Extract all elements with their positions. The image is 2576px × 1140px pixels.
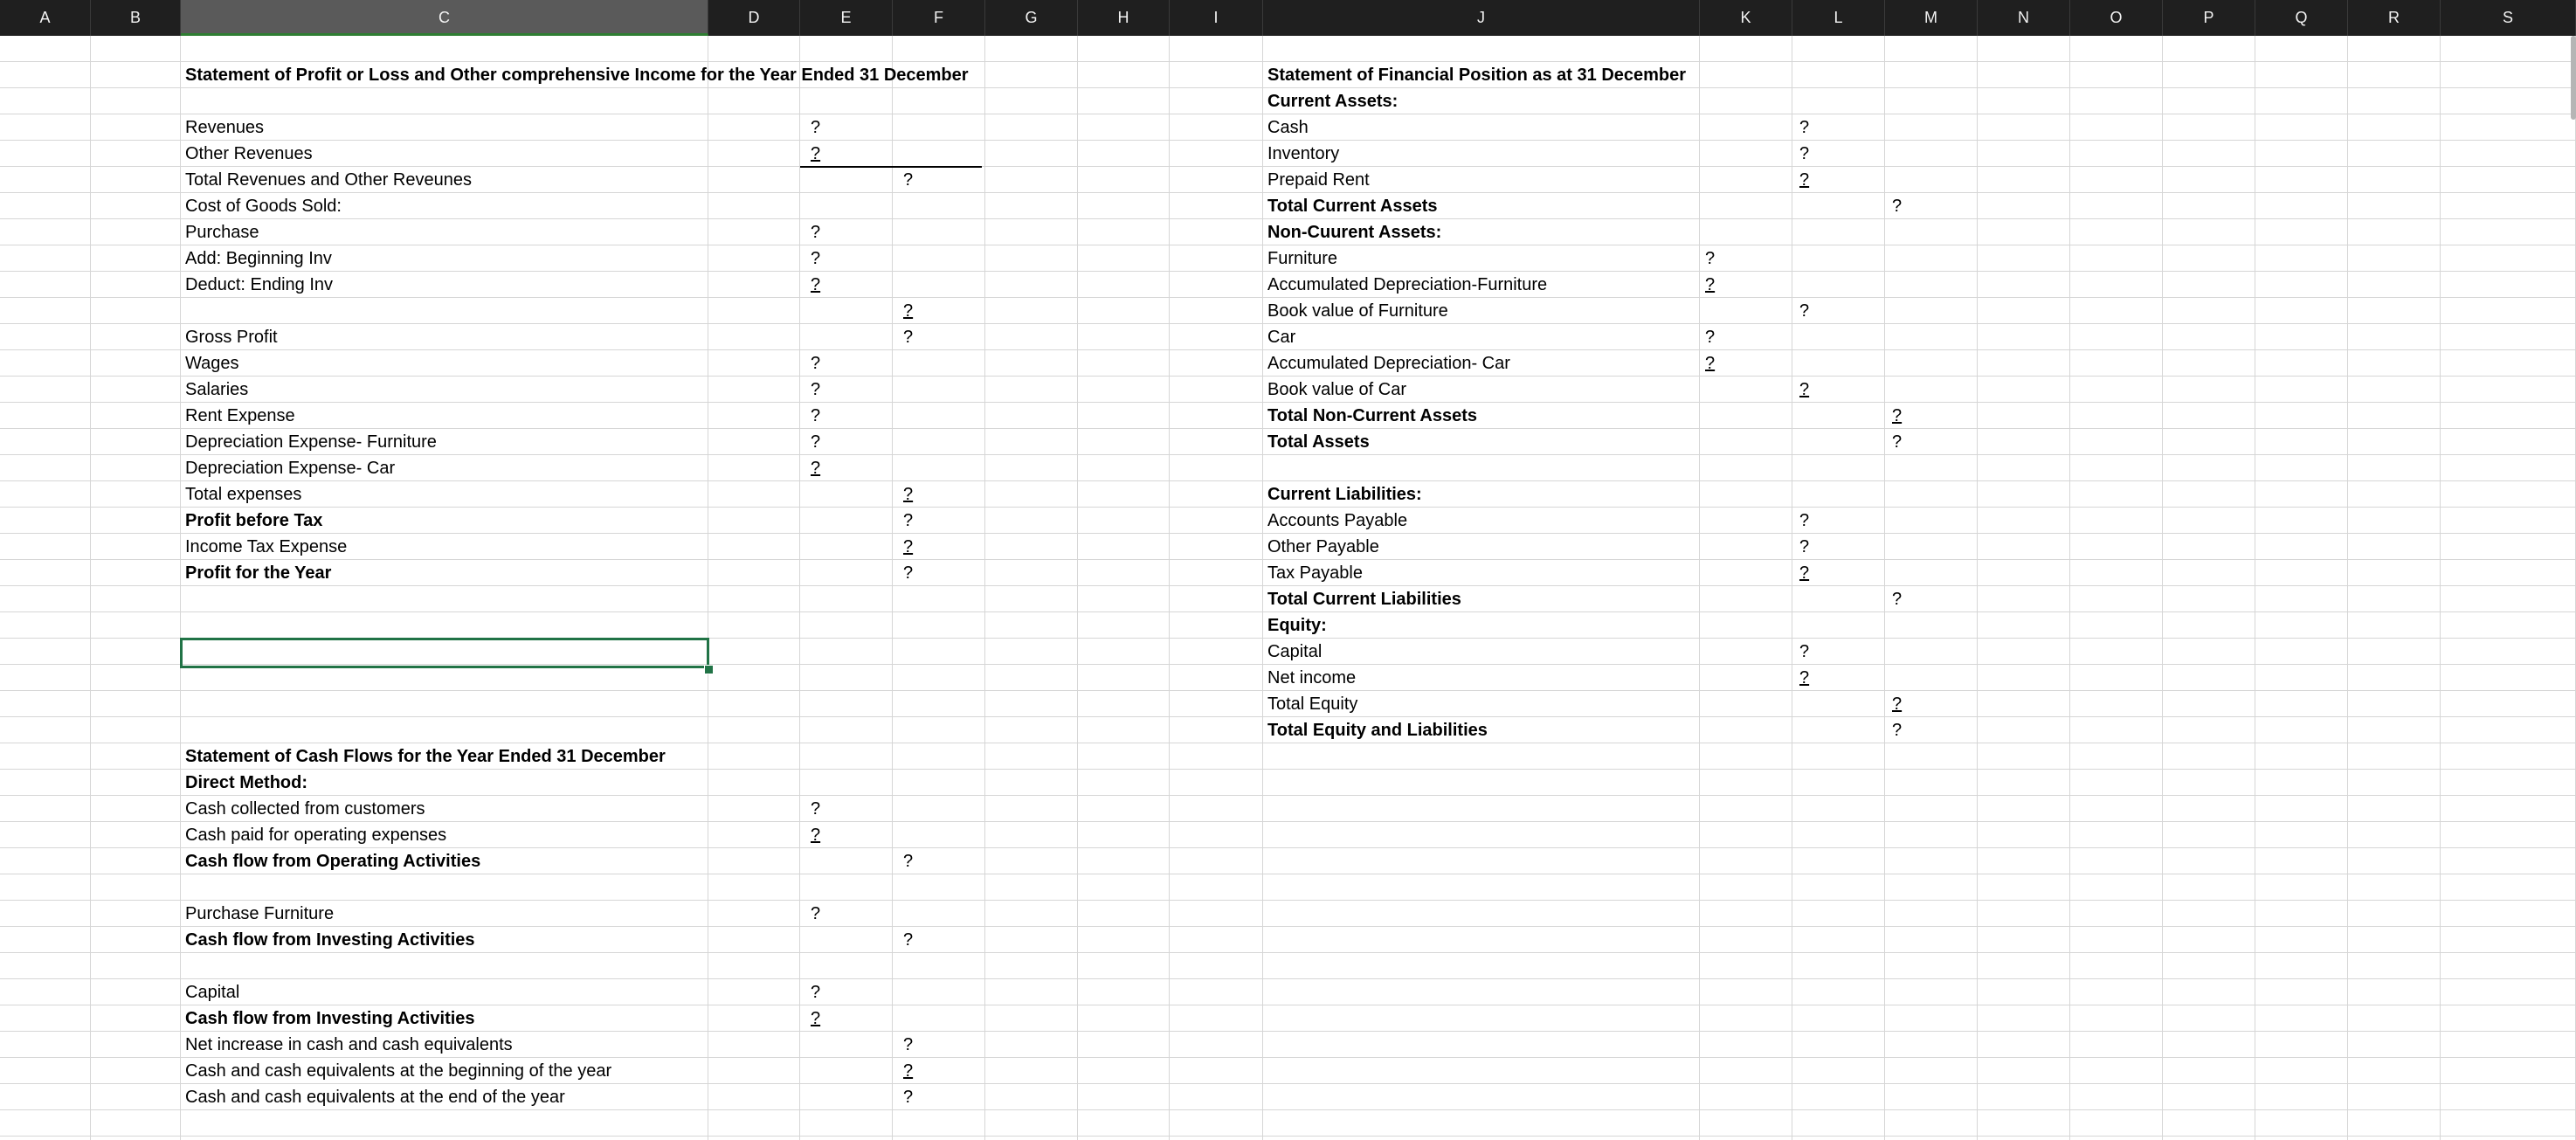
- cell-value-placeholder[interactable]: ?: [1799, 642, 1810, 661]
- column-header-c[interactable]: C: [181, 0, 708, 36]
- column-header-b[interactable]: B: [91, 0, 181, 36]
- cell-value-placeholder[interactable]: ?: [1892, 590, 1903, 609]
- column-header-m[interactable]: M: [1885, 0, 1978, 36]
- cell-value-placeholder[interactable]: ?: [811, 799, 821, 819]
- cell-value-placeholder[interactable]: ?: [903, 511, 914, 530]
- column-header-q[interactable]: Q: [2255, 0, 2348, 36]
- cell-label[interactable]: Current Assets:: [1267, 92, 1398, 111]
- cell-value-placeholder[interactable]: ?: [1799, 537, 1810, 556]
- fp-title[interactable]: Statement of Financial Position as at 31 December: [1267, 66, 1687, 85]
- cell-label[interactable]: Cash flow from Investing Activities: [185, 1009, 475, 1028]
- cell-value-placeholder[interactable]: ?: [811, 432, 821, 452]
- cell-label[interactable]: Rent Expense: [185, 406, 295, 425]
- cell-label[interactable]: Total Revenues and Other Reveunes: [185, 170, 472, 190]
- cell-label[interactable]: Cash and cash equivalents at the beginning of the year: [185, 1061, 612, 1081]
- cell-label[interactable]: Car: [1267, 328, 1296, 347]
- cell-value-placeholder[interactable]: ?: [1799, 118, 1810, 137]
- cell-label[interactable]: Total Equity: [1267, 694, 1358, 714]
- cell-label[interactable]: Revenues: [185, 118, 265, 137]
- cell-value-placeholder[interactable]: ?: [903, 301, 914, 321]
- cell-label[interactable]: Depreciation Expense- Car: [185, 459, 396, 478]
- cell-value-placeholder[interactable]: ?: [811, 904, 821, 923]
- grid-column-line: [2162, 36, 2163, 1140]
- column-header-n[interactable]: N: [1978, 0, 2070, 36]
- cell-value-placeholder[interactable]: ?: [1892, 406, 1903, 425]
- cell-value-placeholder[interactable]: ?: [811, 249, 821, 268]
- cell-label[interactable]: Inventory: [1267, 144, 1340, 163]
- grid-column-line: [180, 36, 181, 1140]
- cf-title[interactable]: Statement of Cash Flows for the Year Ended 31 December: [185, 747, 666, 766]
- cell-value-placeholder[interactable]: ?: [1892, 694, 1903, 714]
- column-header-o[interactable]: O: [2070, 0, 2163, 36]
- cell-value-placeholder[interactable]: ?: [811, 406, 821, 425]
- cell-value-placeholder[interactable]: ?: [903, 1061, 914, 1081]
- cell-value-placeholder[interactable]: ?: [811, 826, 821, 845]
- cell-value-placeholder[interactable]: ?: [1892, 721, 1903, 740]
- cell-value-placeholder[interactable]: ?: [811, 223, 821, 242]
- vertical-scrollbar-thumb[interactable]: [2571, 36, 2576, 120]
- cell-label[interactable]: Depreciation Expense- Furniture: [185, 432, 437, 452]
- cell-label[interactable]: Direct Method:: [185, 773, 307, 792]
- cell-label[interactable]: Income Tax Expense: [185, 537, 348, 556]
- cell-label[interactable]: Other Revenues: [185, 144, 313, 163]
- grid-column-line: [892, 36, 893, 1140]
- column-header-a[interactable]: A: [0, 0, 91, 36]
- grid-column-line: [90, 36, 91, 1140]
- cell-label[interactable]: Add: Beginning Inv: [185, 249, 332, 268]
- grid-column-line: [1262, 36, 1263, 1140]
- grid-column-line: [1699, 36, 1700, 1140]
- cell-label[interactable]: Cash: [1267, 118, 1309, 137]
- cell-value-placeholder[interactable]: ?: [811, 983, 821, 1002]
- cell-label[interactable]: Current Liabilities:: [1267, 485, 1422, 504]
- cell-value-placeholder[interactable]: ?: [903, 852, 914, 871]
- cell-label[interactable]: Tax Payable: [1267, 563, 1363, 583]
- grid-row-line: [0, 1136, 2576, 1137]
- grid-column-line: [2069, 36, 2070, 1140]
- cell-label[interactable]: Capital: [185, 983, 240, 1002]
- grid-column-line: [1884, 36, 1885, 1140]
- cell-value-placeholder[interactable]: ?: [1799, 511, 1810, 530]
- cell-label[interactable]: Book value of Furniture: [1267, 301, 1448, 321]
- cell-value-placeholder[interactable]: ?: [903, 537, 914, 556]
- cell-value-placeholder[interactable]: ?: [1705, 249, 1716, 268]
- selected-cell-c24[interactable]: [180, 638, 709, 668]
- column-header-s[interactable]: S: [2441, 0, 2576, 36]
- cell-value-placeholder[interactable]: ?: [1799, 668, 1810, 687]
- grid-row-line: [0, 978, 2576, 979]
- cell-value-placeholder[interactable]: ?: [903, 563, 914, 583]
- grid-row-line: [0, 900, 2576, 901]
- cell-label[interactable]: Salaries: [185, 380, 249, 399]
- cell-value-placeholder[interactable]: ?: [811, 1009, 821, 1028]
- cell-value-placeholder[interactable]: ?: [811, 144, 821, 163]
- spreadsheet-grid[interactable]: [0, 36, 2576, 1140]
- grid-column-line: [1977, 36, 1978, 1140]
- cell-label[interactable]: Profit for the Year: [185, 563, 332, 583]
- grid-column-line: [2347, 36, 2348, 1140]
- cell-label[interactable]: Cash and cash equivalents at the end of the year: [185, 1088, 565, 1107]
- grid-column-line: [799, 36, 800, 1140]
- cell-value-placeholder[interactable]: ?: [811, 380, 821, 399]
- cell-label[interactable]: Wages: [185, 354, 239, 373]
- cell-label[interactable]: Total expenses: [185, 485, 302, 504]
- cell-value-placeholder[interactable]: ?: [1799, 170, 1810, 190]
- cell-label[interactable]: Purchase Furniture: [185, 904, 335, 923]
- cell-value-placeholder[interactable]: ?: [903, 170, 914, 190]
- cell-value-placeholder[interactable]: ?: [903, 1088, 914, 1107]
- grid-column-line: [2440, 36, 2441, 1140]
- cell-label[interactable]: Total Assets: [1267, 432, 1370, 452]
- cell-label[interactable]: Cash paid for operating expenses: [185, 826, 447, 845]
- column-header-p[interactable]: P: [2163, 0, 2255, 36]
- cell-label[interactable]: Gross Profit: [185, 328, 278, 347]
- fill-handle[interactable]: [704, 665, 714, 674]
- cell-label[interactable]: Total Non-Current Assets: [1267, 406, 1478, 425]
- cell-label[interactable]: Accumulated Depreciation- Car: [1267, 354, 1510, 373]
- column-header-f[interactable]: F: [893, 0, 985, 36]
- cell-value-placeholder[interactable]: ?: [811, 459, 821, 478]
- column-header-r[interactable]: R: [2348, 0, 2441, 36]
- column-header-k[interactable]: K: [1700, 0, 1792, 36]
- column-header-h[interactable]: H: [1078, 0, 1170, 36]
- cell-label[interactable]: Profit before Tax: [185, 511, 323, 530]
- cell-label[interactable]: Purchase: [185, 223, 259, 242]
- cell-label[interactable]: Cost of Goods Sold:: [185, 197, 342, 216]
- pl-title[interactable]: Statement of Profit or Loss and Other comprehensive Income for the Year Ended 31 December: [185, 66, 969, 85]
- cell-label[interactable]: Book value of Car: [1267, 380, 1406, 399]
- column-header-d[interactable]: D: [708, 0, 800, 36]
- cell-label[interactable]: Accounts Payable: [1267, 511, 1408, 530]
- cell-value-placeholder[interactable]: ?: [811, 275, 821, 294]
- cell-value-placeholder[interactable]: ?: [903, 930, 914, 950]
- grid-column-line: [984, 36, 985, 1140]
- column-header-g[interactable]: G: [985, 0, 1078, 36]
- cell-label[interactable]: Cash collected from customers: [185, 799, 425, 819]
- cell-label[interactable]: Cash flow from Operating Activities: [185, 852, 481, 871]
- cell-label[interactable]: Equity:: [1267, 616, 1327, 635]
- cell-label[interactable]: Accumulated Depreciation-Furniture: [1267, 275, 1548, 294]
- column-header-j[interactable]: J: [1263, 0, 1700, 36]
- cell-label[interactable]: Total Current Assets: [1267, 197, 1438, 216]
- column-header-bar: [0, 0, 2576, 36]
- cell-label[interactable]: Other Payable: [1267, 537, 1379, 556]
- cell-value-placeholder[interactable]: ?: [1705, 354, 1716, 373]
- cell-value-placeholder[interactable]: ?: [811, 354, 821, 373]
- column-header-i[interactable]: I: [1170, 0, 1263, 36]
- grid-column-line: [1169, 36, 1170, 1140]
- cell-value-placeholder[interactable]: ?: [903, 328, 914, 347]
- cell-label[interactable]: Furniture: [1267, 249, 1338, 268]
- cell-value-placeholder[interactable]: ?: [1705, 328, 1716, 347]
- cell-label[interactable]: Prepaid Rent: [1267, 170, 1370, 190]
- cell-value-placeholder[interactable]: ?: [1892, 197, 1903, 216]
- cell-value-placeholder[interactable]: ?: [1799, 301, 1810, 321]
- cell-label[interactable]: Net income: [1267, 668, 1357, 687]
- column-header-l[interactable]: L: [1792, 0, 1885, 36]
- cell-label[interactable]: Net increase in cash and cash equivalents: [185, 1035, 513, 1054]
- cell-value-placeholder[interactable]: ?: [1799, 144, 1810, 163]
- cell-label[interactable]: Total Current Liabilities: [1267, 590, 1461, 609]
- cell-value-placeholder[interactable]: ?: [1892, 432, 1903, 452]
- cell-value-placeholder[interactable]: ?: [811, 118, 821, 137]
- cell-value-placeholder[interactable]: ?: [903, 1035, 914, 1054]
- column-header-e[interactable]: E: [800, 0, 893, 36]
- cell-value-placeholder[interactable]: ?: [1799, 563, 1810, 583]
- grid-column-line: [1077, 36, 1078, 1140]
- cell-value-placeholder[interactable]: ?: [1799, 380, 1810, 399]
- cell-label[interactable]: Deduct: Ending Inv: [185, 275, 333, 294]
- cell-value-placeholder[interactable]: ?: [903, 485, 914, 504]
- cell-label[interactable]: Total Equity and Liabilities: [1267, 721, 1488, 740]
- cell-label[interactable]: Non-Cuurent Assets:: [1267, 223, 1442, 242]
- cell-border-line: [800, 166, 982, 168]
- cell-value-placeholder[interactable]: ?: [1705, 275, 1716, 294]
- cell-label[interactable]: Capital: [1267, 642, 1323, 661]
- cell-label[interactable]: Cash flow from Investing Activities: [185, 930, 475, 950]
